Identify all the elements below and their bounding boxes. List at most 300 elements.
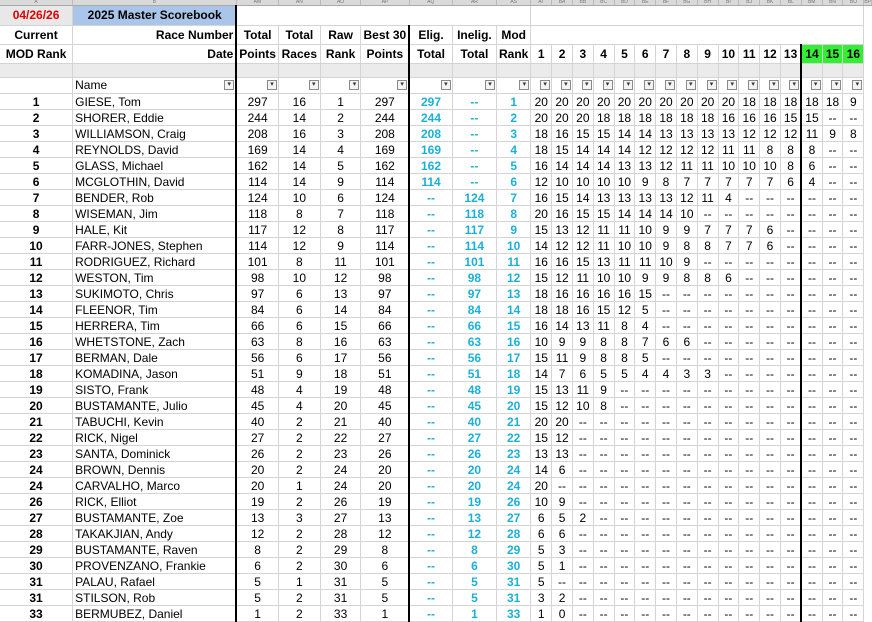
race-11-points-cell[interactable]: -- <box>739 478 760 494</box>
inelig-total-cell[interactable]: 48 <box>452 382 496 398</box>
race-9-points-cell[interactable]: -- <box>697 462 718 478</box>
race-3-points-cell[interactable]: 10 <box>572 174 593 190</box>
race-16-points-cell[interactable]: -- <box>843 238 864 254</box>
filter-dropdown-icon[interactable]: ▾ <box>644 80 654 90</box>
inelig-total-cell[interactable]: 27 <box>452 430 496 446</box>
name-cell[interactable]: BERMUBEZ, Daniel <box>73 606 237 622</box>
raw-rank-cell[interactable]: 28 <box>320 526 361 542</box>
race-6-points-cell[interactable]: 13 <box>635 190 656 206</box>
raw-rank-cell[interactable]: 16 <box>320 334 361 350</box>
best30-cell[interactable]: 117 <box>361 222 409 238</box>
column-letter[interactable]: A <box>0 0 73 6</box>
race-10-points-cell[interactable]: -- <box>718 526 739 542</box>
filter-dropdown-icon[interactable]: ▾ <box>727 80 737 90</box>
race-12-points-cell[interactable]: -- <box>760 542 781 558</box>
race-13-points-cell[interactable]: -- <box>780 590 801 606</box>
race-13-points-cell[interactable]: -- <box>780 382 801 398</box>
elig-total-cell[interactable]: -- <box>409 190 452 206</box>
race-7-points-cell[interactable]: -- <box>656 302 677 318</box>
race-3-points-cell[interactable]: 14 <box>572 190 593 206</box>
race-1-points-cell[interactable]: 20 <box>531 478 552 494</box>
race-12-points-cell[interactable]: -- <box>760 430 781 446</box>
total-races-cell[interactable]: 14 <box>278 110 320 126</box>
race-10-points-cell[interactable]: -- <box>718 430 739 446</box>
name-cell[interactable]: WILLIAMSON, Craig <box>73 126 237 142</box>
best30-cell[interactable]: 63 <box>361 334 409 350</box>
race-5-points-cell[interactable]: 11 <box>614 254 635 270</box>
total-points-cell[interactable]: 117 <box>236 222 278 238</box>
total-points-cell[interactable]: 8 <box>236 542 278 558</box>
mod-rank-cell[interactable]: 16 <box>0 334 73 350</box>
race-11-points-cell[interactable]: -- <box>739 526 760 542</box>
total-races-cell[interactable]: 2 <box>278 526 320 542</box>
race-4-points-cell[interactable]: 8 <box>593 350 614 366</box>
race-9-points-cell[interactable]: -- <box>697 526 718 542</box>
total-races-cell[interactable]: 2 <box>278 542 320 558</box>
race-9-points-cell[interactable]: -- <box>697 558 718 574</box>
mod-rank-value-cell[interactable]: 21 <box>497 414 531 430</box>
race-14-points-cell[interactable]: -- <box>801 190 822 206</box>
race-4-points-cell[interactable]: 5 <box>593 366 614 382</box>
race-5-points-cell[interactable]: 13 <box>614 158 635 174</box>
race-13-points-cell[interactable]: 8 <box>780 142 801 158</box>
race-16-points-cell[interactable]: -- <box>843 142 864 158</box>
total-races-cell[interactable]: 2 <box>278 446 320 462</box>
race-14-points-cell[interactable]: -- <box>801 334 822 350</box>
race-4-points-cell[interactable]: -- <box>593 462 614 478</box>
raw-rank-cell[interactable]: 31 <box>320 574 361 590</box>
race-number-15[interactable]: 15 <box>822 45 843 64</box>
race-6-points-cell[interactable]: -- <box>635 526 656 542</box>
total-points-cell[interactable]: 97 <box>236 286 278 302</box>
race-9-points-cell[interactable]: 8 <box>697 238 718 254</box>
filter-dropdown-icon[interactable]: ▾ <box>540 80 550 90</box>
filter-dropdown-icon[interactable]: ▾ <box>582 80 592 90</box>
total-points-cell[interactable]: 114 <box>236 174 278 190</box>
race-10-points-cell[interactable]: 11 <box>718 142 739 158</box>
column-letter[interactable]: B <box>73 0 237 6</box>
race-4-points-cell[interactable]: 8 <box>593 398 614 414</box>
mod-rank-cell[interactable]: 30 <box>0 558 73 574</box>
mod-rank-cell[interactable]: 7 <box>0 190 73 206</box>
race-8-points-cell[interactable]: -- <box>676 462 697 478</box>
race-5-points-cell[interactable]: 13 <box>614 190 635 206</box>
name-cell[interactable]: FLEENOR, Tim <box>73 302 237 318</box>
race-number-1[interactable]: 1 <box>531 45 552 64</box>
race-3-points-cell[interactable]: 16 <box>572 286 593 302</box>
inelig-total-cell[interactable]: 20 <box>452 462 496 478</box>
race-7-points-cell[interactable]: -- <box>656 318 677 334</box>
race-11-points-cell[interactable]: -- <box>739 350 760 366</box>
race-11-points-cell[interactable]: -- <box>739 446 760 462</box>
race-6-points-cell[interactable]: -- <box>635 510 656 526</box>
mod-rank-cell[interactable]: 5 <box>0 158 73 174</box>
race-16-points-cell[interactable]: -- <box>843 590 864 606</box>
race-11-points-cell[interactable]: -- <box>739 206 760 222</box>
race-16-points-cell[interactable]: -- <box>843 206 864 222</box>
race-12-points-cell[interactable]: -- <box>760 382 781 398</box>
race-14-points-cell[interactable]: -- <box>801 222 822 238</box>
race-15-points-cell[interactable]: -- <box>822 350 843 366</box>
race-3-points-cell[interactable]: -- <box>572 430 593 446</box>
race-6-points-cell[interactable]: -- <box>635 462 656 478</box>
race-15-points-cell[interactable]: -- <box>822 142 843 158</box>
best30-cell[interactable]: 84 <box>361 302 409 318</box>
mod-rank-cell[interactable]: 11 <box>0 254 73 270</box>
race-2-points-cell[interactable]: 2 <box>552 590 573 606</box>
column-letter[interactable]: BH <box>697 0 718 6</box>
race-16-points-cell[interactable]: -- <box>843 110 864 126</box>
name-cell[interactable]: KOMADINA, Jason <box>73 366 237 382</box>
race-1-points-cell[interactable]: 15 <box>531 350 552 366</box>
report-date[interactable]: 04/26/26 <box>0 6 73 26</box>
race-7-points-cell[interactable]: 12 <box>656 158 677 174</box>
name-cell[interactable]: HALE, Kit <box>73 222 237 238</box>
race-8-points-cell[interactable]: 13 <box>676 126 697 142</box>
race-1-points-cell[interactable]: 1 <box>531 606 552 622</box>
race-14-points-cell[interactable]: -- <box>801 590 822 606</box>
race-7-points-cell[interactable]: -- <box>656 606 677 622</box>
race-12-points-cell[interactable]: -- <box>760 270 781 286</box>
race-15-points-cell[interactable]: -- <box>822 510 843 526</box>
race-4-points-cell[interactable]: 13 <box>593 190 614 206</box>
race-9-points-cell[interactable]: -- <box>697 286 718 302</box>
race-2-points-cell[interactable]: 20 <box>552 110 573 126</box>
race-9-points-cell[interactable]: -- <box>697 318 718 334</box>
filter-dropdown-icon[interactable]: ▾ <box>769 80 779 90</box>
race-11-points-cell[interactable]: 7 <box>739 238 760 254</box>
inelig-total-cell[interactable]: 97 <box>452 286 496 302</box>
race-9-points-cell[interactable]: -- <box>697 254 718 270</box>
race-5-points-cell[interactable]: 14 <box>614 206 635 222</box>
race-11-points-cell[interactable]: -- <box>739 510 760 526</box>
race-7-points-cell[interactable]: -- <box>656 478 677 494</box>
mod-rank-value-cell[interactable]: 18 <box>497 366 531 382</box>
race-16-points-cell[interactable]: 8 <box>843 126 864 142</box>
mod-rank-value-cell[interactable]: 19 <box>497 382 531 398</box>
race-15-points-cell[interactable]: -- <box>822 366 843 382</box>
best30-cell[interactable]: 5 <box>361 574 409 590</box>
race-14-points-cell[interactable]: -- <box>801 446 822 462</box>
race-8-points-cell[interactable]: -- <box>676 286 697 302</box>
race-10-points-cell[interactable]: 4 <box>718 190 739 206</box>
race-8-points-cell[interactable]: 3 <box>676 366 697 382</box>
total-points-cell[interactable]: 98 <box>236 270 278 286</box>
race-11-points-cell[interactable]: -- <box>739 558 760 574</box>
elig-total-cell[interactable]: -- <box>409 510 452 526</box>
mod-rank-value-cell[interactable]: 12 <box>497 270 531 286</box>
name-cell[interactable]: BERMAN, Dale <box>73 350 237 366</box>
race-16-points-cell[interactable]: -- <box>843 462 864 478</box>
total-races-cell[interactable]: 14 <box>278 142 320 158</box>
mod-rank-cell[interactable]: 4 <box>0 142 73 158</box>
race-12-points-cell[interactable]: -- <box>760 414 781 430</box>
race-5-points-cell[interactable]: -- <box>614 590 635 606</box>
race-13-points-cell[interactable]: -- <box>780 510 801 526</box>
name-cell[interactable]: SISTO, Frank <box>73 382 237 398</box>
total-races-cell[interactable]: 4 <box>278 398 320 414</box>
race-7-points-cell[interactable]: 12 <box>656 142 677 158</box>
name-cell[interactable]: BUSTAMANTE, Zoe <box>73 510 237 526</box>
name-cell[interactable]: WESTON, Tim <box>73 270 237 286</box>
raw-rank-cell[interactable]: 11 <box>320 254 361 270</box>
inelig-total-cell[interactable]: 13 <box>452 510 496 526</box>
race-6-points-cell[interactable]: 10 <box>635 238 656 254</box>
mod-rank-cell[interactable]: 1 <box>0 94 73 110</box>
race-5-points-cell[interactable]: 10 <box>614 174 635 190</box>
race-7-points-cell[interactable]: -- <box>656 462 677 478</box>
race-12-points-cell[interactable]: -- <box>760 398 781 414</box>
race-10-points-cell[interactable]: 6 <box>718 270 739 286</box>
race-13-points-cell[interactable]: -- <box>780 366 801 382</box>
raw-rank-cell[interactable]: 19 <box>320 382 361 398</box>
best30-cell[interactable]: 124 <box>361 190 409 206</box>
race-8-points-cell[interactable]: 9 <box>676 222 697 238</box>
race-3-points-cell[interactable]: 12 <box>572 238 593 254</box>
mod-rank-value-cell[interactable]: 11 <box>497 254 531 270</box>
mod-rank-value-cell[interactable]: 22 <box>497 430 531 446</box>
total-races-cell[interactable]: 2 <box>278 430 320 446</box>
mod-rank-cell[interactable]: 14 <box>0 302 73 318</box>
race-13-points-cell[interactable]: 15 <box>780 110 801 126</box>
race-1-points-cell[interactable]: 5 <box>531 574 552 590</box>
race-15-points-cell[interactable]: -- <box>822 526 843 542</box>
race-14-points-cell[interactable]: -- <box>801 494 822 510</box>
race-14-points-cell[interactable]: -- <box>801 398 822 414</box>
race-3-points-cell[interactable]: -- <box>572 606 593 622</box>
race-1-points-cell[interactable]: 10 <box>531 334 552 350</box>
total-points-cell[interactable]: 5 <box>236 574 278 590</box>
race-number-13[interactable]: 13 <box>780 45 801 64</box>
total-points-cell[interactable]: 12 <box>236 526 278 542</box>
race-13-points-cell[interactable]: -- <box>780 606 801 622</box>
race-1-points-cell[interactable]: 14 <box>531 238 552 254</box>
mod-rank-cell[interactable]: 31 <box>0 590 73 606</box>
race-16-points-cell[interactable]: -- <box>843 542 864 558</box>
race-11-points-cell[interactable]: -- <box>739 254 760 270</box>
race-3-points-cell[interactable]: 15 <box>572 206 593 222</box>
race-5-points-cell[interactable]: -- <box>614 526 635 542</box>
race-number-14[interactable]: 14 <box>801 45 822 64</box>
race-10-points-cell[interactable]: 10 <box>718 158 739 174</box>
race-14-points-cell[interactable]: -- <box>801 462 822 478</box>
race-4-points-cell[interactable]: -- <box>593 414 614 430</box>
race-13-points-cell[interactable]: -- <box>780 398 801 414</box>
filter-dropdown-icon[interactable]: ▾ <box>224 80 234 90</box>
race-10-points-cell[interactable]: -- <box>718 446 739 462</box>
race-15-points-cell[interactable]: -- <box>822 414 843 430</box>
race-7-points-cell[interactable]: -- <box>656 494 677 510</box>
race-6-points-cell[interactable]: -- <box>635 430 656 446</box>
name-cell[interactable]: BUSTAMANTE, Raven <box>73 542 237 558</box>
elig-total-cell[interactable]: 244 <box>409 110 452 126</box>
race-12-points-cell[interactable]: 7 <box>760 174 781 190</box>
race-6-points-cell[interactable]: -- <box>635 398 656 414</box>
race-5-points-cell[interactable]: -- <box>614 494 635 510</box>
race-1-points-cell[interactable]: 5 <box>531 558 552 574</box>
race-16-points-cell[interactable]: -- <box>843 382 864 398</box>
race-6-points-cell[interactable]: 4 <box>635 366 656 382</box>
mod-rank-value-cell[interactable]: 24 <box>497 478 531 494</box>
race-5-points-cell[interactable]: 8 <box>614 318 635 334</box>
race-12-points-cell[interactable]: 12 <box>760 126 781 142</box>
race-5-points-cell[interactable]: 10 <box>614 270 635 286</box>
race-6-points-cell[interactable]: -- <box>635 478 656 494</box>
column-letter[interactable]: BF <box>656 0 677 6</box>
race-11-points-cell[interactable]: -- <box>739 334 760 350</box>
race-4-points-cell[interactable]: 9 <box>593 382 614 398</box>
race-6-points-cell[interactable]: -- <box>635 494 656 510</box>
total-points-cell[interactable]: 45 <box>236 398 278 414</box>
race-6-points-cell[interactable]: -- <box>635 558 656 574</box>
race-6-points-cell[interactable]: -- <box>635 606 656 622</box>
race-15-points-cell[interactable]: -- <box>822 574 843 590</box>
race-10-points-cell[interactable]: -- <box>718 590 739 606</box>
race-7-points-cell[interactable]: -- <box>656 558 677 574</box>
race-12-points-cell[interactable]: 8 <box>760 142 781 158</box>
race-8-points-cell[interactable]: -- <box>676 542 697 558</box>
race-6-points-cell[interactable]: 15 <box>635 286 656 302</box>
race-16-points-cell[interactable]: -- <box>843 334 864 350</box>
best30-cell[interactable]: 20 <box>361 462 409 478</box>
race-16-points-cell[interactable]: -- <box>843 398 864 414</box>
race-11-points-cell[interactable]: -- <box>739 462 760 478</box>
mod-rank-cell[interactable]: 10 <box>0 238 73 254</box>
race-10-points-cell[interactable]: 13 <box>718 126 739 142</box>
race-10-points-cell[interactable]: -- <box>718 318 739 334</box>
race-12-points-cell[interactable]: -- <box>760 526 781 542</box>
filter-dropdown-icon[interactable]: ▾ <box>623 80 633 90</box>
total-points-cell[interactable]: 244 <box>236 110 278 126</box>
race-7-points-cell[interactable]: 9 <box>656 222 677 238</box>
race-14-points-cell[interactable]: 6 <box>801 158 822 174</box>
elig-total-cell[interactable]: 169 <box>409 142 452 158</box>
race-6-points-cell[interactable]: 14 <box>635 126 656 142</box>
elig-total-cell[interactable]: -- <box>409 382 452 398</box>
total-races-cell[interactable]: 2 <box>278 606 320 622</box>
total-races-cell[interactable]: 16 <box>278 126 320 142</box>
name-cell[interactable]: BUSTAMANTE, Julio <box>73 398 237 414</box>
best30-cell[interactable]: 56 <box>361 350 409 366</box>
race-number-7[interactable]: 7 <box>656 45 677 64</box>
total-races-cell[interactable]: 6 <box>278 302 320 318</box>
best30-cell[interactable]: 98 <box>361 270 409 286</box>
race-16-points-cell[interactable]: -- <box>843 302 864 318</box>
mod-label[interactable]: Mod <box>497 26 531 45</box>
name-cell[interactable]: SUKIMOTO, Chris <box>73 286 237 302</box>
race-13-points-cell[interactable]: -- <box>780 542 801 558</box>
total-races-cell[interactable]: 6 <box>278 318 320 334</box>
race-16-points-cell[interactable]: 9 <box>843 94 864 110</box>
race-15-points-cell[interactable]: 18 <box>822 94 843 110</box>
best30-cell[interactable]: 66 <box>361 318 409 334</box>
inelig-total-cell[interactable]: 101 <box>452 254 496 270</box>
total-races-cell[interactable]: 10 <box>278 190 320 206</box>
race-5-points-cell[interactable]: 20 <box>614 94 635 110</box>
race-5-points-cell[interactable]: -- <box>614 574 635 590</box>
total-races-cell[interactable]: 14 <box>278 174 320 190</box>
race-5-points-cell[interactable]: 16 <box>614 286 635 302</box>
race-5-points-cell[interactable]: -- <box>614 542 635 558</box>
race-9-points-cell[interactable]: -- <box>697 430 718 446</box>
name-cell[interactable]: RICK, Elliot <box>73 494 237 510</box>
race-6-points-cell[interactable]: 11 <box>635 254 656 270</box>
inelig-total-label[interactable]: Total <box>452 45 496 64</box>
race-5-points-cell[interactable]: 18 <box>614 110 635 126</box>
race-10-points-cell[interactable]: -- <box>718 478 739 494</box>
mod-rank-value-cell[interactable]: 16 <box>497 334 531 350</box>
race-12-points-cell[interactable]: -- <box>760 286 781 302</box>
race-5-points-cell[interactable]: 11 <box>614 222 635 238</box>
raw-rank-cell[interactable]: 29 <box>320 542 361 558</box>
mod-rank-label[interactable]: MOD Rank <box>0 45 73 64</box>
mod-rank-cell[interactable]: 22 <box>0 430 73 446</box>
race-5-points-cell[interactable]: -- <box>614 446 635 462</box>
race-16-points-cell[interactable]: -- <box>843 526 864 542</box>
race-5-points-cell[interactable]: 8 <box>614 350 635 366</box>
inelig-total-cell[interactable]: 56 <box>452 350 496 366</box>
elig-total-cell[interactable]: -- <box>409 206 452 222</box>
race-2-points-cell[interactable]: 12 <box>552 270 573 286</box>
race-12-points-cell[interactable]: 16 <box>760 110 781 126</box>
race-4-points-cell[interactable]: 16 <box>593 286 614 302</box>
race-4-points-cell[interactable]: 13 <box>593 254 614 270</box>
race-10-points-cell[interactable]: -- <box>718 542 739 558</box>
race-14-points-cell[interactable]: -- <box>801 542 822 558</box>
race-1-points-cell[interactable]: 14 <box>531 366 552 382</box>
race-9-points-cell[interactable]: 13 <box>697 126 718 142</box>
race-11-points-cell[interactable]: -- <box>739 318 760 334</box>
race-14-points-cell[interactable]: -- <box>801 318 822 334</box>
raw-rank-cell[interactable]: 15 <box>320 318 361 334</box>
name-cell[interactable]: STILSON, Rob <box>73 590 237 606</box>
raw-rank-cell[interactable]: 21 <box>320 414 361 430</box>
race-10-points-cell[interactable]: -- <box>718 414 739 430</box>
race-12-points-cell[interactable]: -- <box>760 478 781 494</box>
race-6-points-cell[interactable]: -- <box>635 446 656 462</box>
race-2-points-cell[interactable]: 9 <box>552 494 573 510</box>
race-2-points-cell[interactable]: 15 <box>552 142 573 158</box>
race-4-points-cell[interactable]: -- <box>593 478 614 494</box>
mod-rank-cell[interactable]: 29 <box>0 542 73 558</box>
race-6-points-cell[interactable]: -- <box>635 414 656 430</box>
name-cell[interactable]: TAKAKJIAN, Andy <box>73 526 237 542</box>
mod-rank-value-cell[interactable]: 17 <box>497 350 531 366</box>
column-letter[interactable]: AO <box>320 0 361 6</box>
total-points-label[interactable]: Total <box>236 26 278 45</box>
race-11-points-cell[interactable]: 10 <box>739 158 760 174</box>
race-number-3[interactable]: 3 <box>572 45 593 64</box>
race-12-points-cell[interactable]: -- <box>760 606 781 622</box>
race-12-points-cell[interactable]: 18 <box>760 94 781 110</box>
inelig-total-cell[interactable]: 40 <box>452 414 496 430</box>
race-12-points-cell[interactable]: -- <box>760 190 781 206</box>
inelig-total-cell[interactable]: 124 <box>452 190 496 206</box>
race-14-points-cell[interactable]: -- <box>801 558 822 574</box>
mod-rank-value-cell[interactable]: 23 <box>497 446 531 462</box>
race-13-points-cell[interactable]: -- <box>780 350 801 366</box>
race-8-points-cell[interactable]: -- <box>676 574 697 590</box>
race-number-4[interactable]: 4 <box>593 45 614 64</box>
race-11-points-cell[interactable]: 7 <box>739 222 760 238</box>
mod-rank-value-cell[interactable]: 7 <box>497 190 531 206</box>
race-15-points-cell[interactable]: -- <box>822 222 843 238</box>
total-races-cell[interactable]: 6 <box>278 350 320 366</box>
race-15-points-cell[interactable]: -- <box>822 302 843 318</box>
race-1-points-cell[interactable]: 6 <box>531 526 552 542</box>
race-9-points-cell[interactable]: -- <box>697 606 718 622</box>
name-cell[interactable]: WHETSTONE, Zach <box>73 334 237 350</box>
